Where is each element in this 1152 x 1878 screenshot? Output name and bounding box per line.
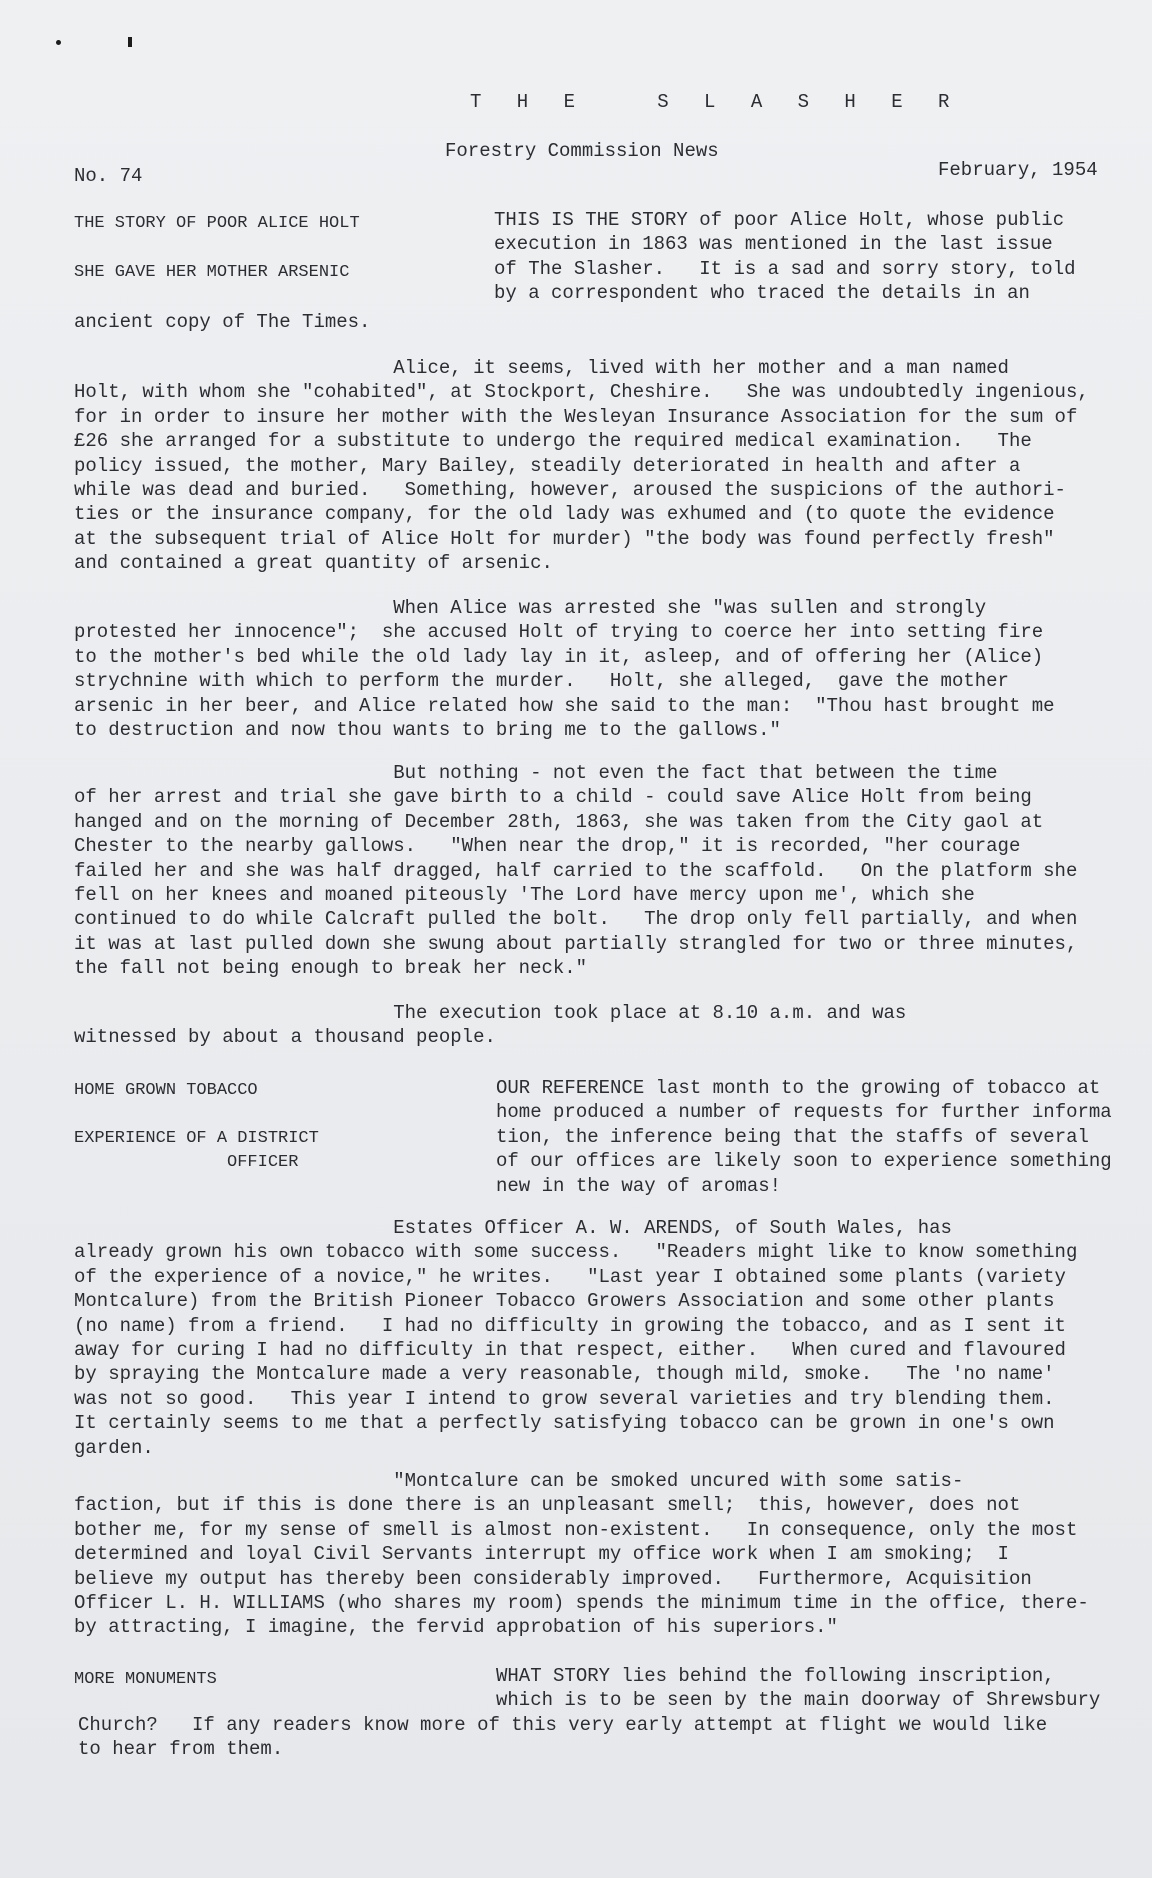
story-paragraph: "Montcalure can be smoked uncured with some satis- faction, but if this is done there is an unpleasant smell; this, however, does not bother me, for my sense of smell is almost non-existent. In consequence, only the most determined and loyal Civil Servants interrupt my office work when I am smoking; I believe my output has thereby been considerably improved. Furthermore, Acquisition Officer L. H. WILLIAMS (who shares my room) spends the minimum time in the office, there- by attracting, I imagine, the fervid approbation of his superiors." xyxy=(74,1470,1089,1639)
newsletter-subtitle: Forestry Commission News xyxy=(445,140,719,162)
story-paragraph: But nothing - not even the fact that between the time of her arrest and trial she gave birth to a child - could save Alice Holt from being hanged and on the morning of December 28th, 1863, she was taken from the City gaol at Chester to the nearby gallows. "When near the drop," it is recorded, "her courage failed her and she was half dragged, half carried to the scaffold. On the platform she fell on her knees and moaned piteously 'The Lord have mercy upon me', which she continued to do while Calcraft pulled the bolt. The drop only fell partially, and when it was at last pulled down she swung about partially strangled for two or three minutes, the fall not being enough to break her neck." xyxy=(74,762,1078,980)
story-intro: THIS IS THE STORY of poor Alice Holt, whose public execution in 1863 was mentioned in the last issue of The Slasher. It is a sad and sorry story, told by a correspondent who traced the details in an xyxy=(494,209,1076,305)
story-paragraph: Church? If any readers know more of this very early attempt at flight we would like to hear from them. xyxy=(78,1714,1048,1761)
story-intro-continued: ancient copy of The Times. xyxy=(74,311,371,333)
staple-mark xyxy=(56,40,61,45)
story-subheading: EXPERIENCE OF A DISTRICT OFFICER xyxy=(74,1129,319,1173)
story-paragraph: Estates Officer A. W. ARENDS, of South Wales, has already grown his own tobacco with some success. "Readers might like to know something of the experience of a novice," he writes. "Last year I obtained some plants (variety Montcalure) from the British Pioneer Tobacco Growers Association and some other plants (no name) from a friend. I had no difficulty in growing the tobacco, and as I sent it away for curing I had no difficulty in that respect, either. When cured and flavoured by spraying the Montcalure made a very reasonable, though mild, smoke. The 'no name' was not so good. This year I intend to grow several varieties and try blending them. It certainly seems to me that a perfectly satisfying tobacco can be grown in one's own garden. xyxy=(74,1217,1078,1459)
story-paragraph: When Alice was arrested she "was sullen and strongly protested her innocence"; she accused Holt of trying to coerce her into setting fire to the mother's bed while the old lady lay in it, asleep, and of offering her (Alice) strychnine with which to perform the murder. Holt, she alleged, gave the mother arsenic in her beer, and Alice related how she said to the man: "Thou hast brought me to destruction and now thou wants to bring me to the gallows." xyxy=(74,597,1055,742)
story-heading: HOME GROWN TOBACCO xyxy=(74,1081,258,1100)
story-heading: MORE MONUMENTS xyxy=(74,1670,217,1689)
story-heading: THE STORY OF POOR ALICE HOLT xyxy=(74,214,360,233)
story-paragraph: Alice, it seems, lived with her mother and a man named Holt, with whom she "cohabited", at Stockport, Cheshire. She was undoubtedly ingenious, for in order to insure her mother with the Wesleyan Insurance Association for the sum of £26 she arranged for a substitute to undergo the required medical examination. The policy issued, the mother, Mary Bailey, steadily deteriorated in health and after a while was dead and buried. Something, however, aroused the suspicions of the authori- ties or the insurance company, for the old lady was exhumed and (to quote the evidence at the subsequent trial of Alice Holt for murder) "the body was found perfectly fresh" and contained a great quantity of arsenic. xyxy=(74,357,1089,575)
issue-date: February, 1954 xyxy=(938,159,1098,181)
issue-number: No. 74 xyxy=(74,165,143,187)
story-subheading: SHE GAVE HER MOTHER ARSENIC xyxy=(74,263,350,282)
staple-mark xyxy=(128,37,132,47)
story-intro: OUR REFERENCE last month to the growing of tobacco at home produced a number of requests for further informa tion, the inference being that the staffs of several of our offices are likely soon to experience something new in the way of aromas! xyxy=(496,1077,1112,1197)
story-intro: WHAT STORY lies behind the following inscription, which is to be seen by the main doorway of Shrewsbury xyxy=(496,1665,1101,1712)
story-paragraph: The execution took place at 8.10 a.m. and was witnessed by about a thousand people. xyxy=(74,1002,907,1049)
newsletter-title: T H E S L A S H E R xyxy=(470,91,962,113)
